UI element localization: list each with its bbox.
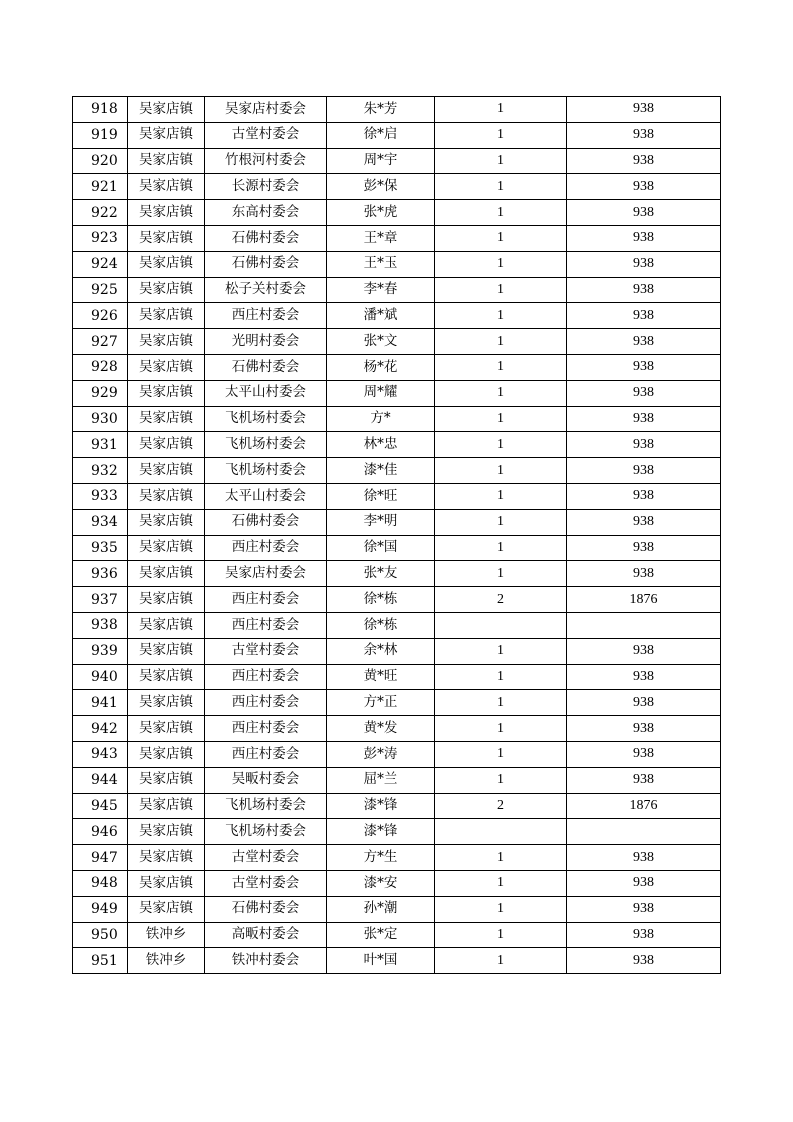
name-cell: 彭*涛 <box>327 741 435 767</box>
count-cell: 1 <box>435 225 567 251</box>
table-row <box>73 354 721 380</box>
village-committee-cell: 松子关村委会 <box>205 277 327 303</box>
township-cell: 吴家店镇 <box>128 535 205 561</box>
table-row <box>73 922 721 948</box>
amount-cell: 938 <box>567 690 721 716</box>
township-cell: 吴家店镇 <box>128 277 205 303</box>
village-committee-cell: 西庄村委会 <box>205 664 327 690</box>
township-cell: 吴家店镇 <box>128 225 205 251</box>
row-number-cell: 922 <box>73 200 128 226</box>
table-row <box>73 174 721 200</box>
row-number-cell: 930 <box>73 406 128 432</box>
amount-cell: 938 <box>567 251 721 277</box>
table-row <box>73 587 721 613</box>
count-cell: 1 <box>435 767 567 793</box>
table-row <box>73 819 721 845</box>
amount-cell: 938 <box>567 432 721 458</box>
name-cell: 叶*国 <box>327 948 435 974</box>
name-cell: 朱*芳 <box>327 97 435 123</box>
table-row <box>73 406 721 432</box>
table-row <box>73 251 721 277</box>
table-row <box>73 690 721 716</box>
amount-cell: 938 <box>567 483 721 509</box>
row-number-cell: 947 <box>73 845 128 871</box>
count-cell <box>435 612 567 638</box>
name-cell: 黄*发 <box>327 716 435 742</box>
table-row <box>73 148 721 174</box>
village-committee-cell: 西庄村委会 <box>205 587 327 613</box>
row-number-cell: 920 <box>73 148 128 174</box>
village-committee-cell: 吴畈村委会 <box>205 767 327 793</box>
name-cell: 林*忠 <box>327 432 435 458</box>
row-number-cell: 932 <box>73 458 128 484</box>
count-cell: 1 <box>435 329 567 355</box>
village-committee-cell: 西庄村委会 <box>205 741 327 767</box>
village-committee-cell: 石佛村委会 <box>205 225 327 251</box>
amount-cell: 938 <box>567 97 721 123</box>
row-number-cell: 948 <box>73 870 128 896</box>
name-cell: 李*春 <box>327 277 435 303</box>
township-cell: 吴家店镇 <box>128 251 205 277</box>
count-cell: 1 <box>435 896 567 922</box>
amount-cell: 938 <box>567 535 721 561</box>
township-cell: 吴家店镇 <box>128 690 205 716</box>
table-row <box>73 741 721 767</box>
name-cell: 徐*国 <box>327 535 435 561</box>
count-cell: 1 <box>435 535 567 561</box>
village-committee-cell: 吴家店村委会 <box>205 97 327 123</box>
table-row <box>73 845 721 871</box>
count-cell: 1 <box>435 277 567 303</box>
row-number-cell: 939 <box>73 638 128 664</box>
township-cell: 吴家店镇 <box>128 896 205 922</box>
name-cell: 王*章 <box>327 225 435 251</box>
township-cell: 吴家店镇 <box>128 354 205 380</box>
row-number-cell: 934 <box>73 509 128 535</box>
village-committee-cell: 竹根河村委会 <box>205 148 327 174</box>
row-number-cell: 925 <box>73 277 128 303</box>
township-cell: 铁冲乡 <box>128 922 205 948</box>
row-number-cell: 936 <box>73 561 128 587</box>
village-committee-cell: 飞机场村委会 <box>205 432 327 458</box>
village-committee-cell: 太平山村委会 <box>205 380 327 406</box>
count-cell: 1 <box>435 948 567 974</box>
count-cell: 1 <box>435 509 567 535</box>
village-committee-cell: 飞机场村委会 <box>205 406 327 432</box>
table-row <box>73 870 721 896</box>
table-row <box>73 767 721 793</box>
township-cell: 吴家店镇 <box>128 432 205 458</box>
row-number-cell: 929 <box>73 380 128 406</box>
table-row <box>73 948 721 974</box>
table-body <box>73 97 721 974</box>
count-cell: 1 <box>435 690 567 716</box>
village-committee-cell: 光明村委会 <box>205 329 327 355</box>
village-committee-cell: 飞机场村委会 <box>205 793 327 819</box>
count-cell: 1 <box>435 97 567 123</box>
village-committee-cell: 古堂村委会 <box>205 845 327 871</box>
township-cell: 铁冲乡 <box>128 948 205 974</box>
village-committee-cell: 吴家店村委会 <box>205 561 327 587</box>
amount-cell: 938 <box>567 354 721 380</box>
township-cell: 吴家店镇 <box>128 870 205 896</box>
table-row <box>73 561 721 587</box>
name-cell: 张*定 <box>327 922 435 948</box>
township-cell: 吴家店镇 <box>128 561 205 587</box>
name-cell: 李*明 <box>327 509 435 535</box>
row-number-cell: 926 <box>73 303 128 329</box>
table-row <box>73 509 721 535</box>
amount-cell: 938 <box>567 561 721 587</box>
township-cell: 吴家店镇 <box>128 819 205 845</box>
row-number-cell: 945 <box>73 793 128 819</box>
amount-cell: 938 <box>567 148 721 174</box>
name-cell: 张*友 <box>327 561 435 587</box>
township-cell: 吴家店镇 <box>128 612 205 638</box>
count-cell: 1 <box>435 432 567 458</box>
village-committee-cell: 石佛村委会 <box>205 251 327 277</box>
name-cell: 漆*锋 <box>327 793 435 819</box>
name-cell: 王*玉 <box>327 251 435 277</box>
amount-cell: 938 <box>567 767 721 793</box>
name-cell: 屈*兰 <box>327 767 435 793</box>
row-number-cell: 921 <box>73 174 128 200</box>
table-row <box>73 664 721 690</box>
count-cell: 1 <box>435 664 567 690</box>
count-cell: 1 <box>435 406 567 432</box>
name-cell: 漆*佳 <box>327 458 435 484</box>
row-number-cell: 942 <box>73 716 128 742</box>
amount-cell: 938 <box>567 716 721 742</box>
count-cell: 1 <box>435 458 567 484</box>
count-cell: 1 <box>435 380 567 406</box>
data-table <box>72 96 721 974</box>
row-number-cell: 931 <box>73 432 128 458</box>
row-number-cell: 946 <box>73 819 128 845</box>
count-cell: 1 <box>435 354 567 380</box>
village-committee-cell: 飞机场村委会 <box>205 819 327 845</box>
township-cell: 吴家店镇 <box>128 458 205 484</box>
amount-cell: 938 <box>567 380 721 406</box>
amount-cell: 938 <box>567 225 721 251</box>
township-cell: 吴家店镇 <box>128 329 205 355</box>
row-number-cell: 923 <box>73 225 128 251</box>
amount-cell: 938 <box>567 406 721 432</box>
table-row <box>73 483 721 509</box>
township-cell: 吴家店镇 <box>128 638 205 664</box>
township-cell: 吴家店镇 <box>128 587 205 613</box>
name-cell: 徐*旺 <box>327 483 435 509</box>
table-row <box>73 329 721 355</box>
count-cell: 1 <box>435 251 567 277</box>
table-row <box>73 458 721 484</box>
count-cell: 1 <box>435 716 567 742</box>
amount-cell: 938 <box>567 200 721 226</box>
name-cell: 张*虎 <box>327 200 435 226</box>
amount-cell: 938 <box>567 948 721 974</box>
name-cell: 杨*花 <box>327 354 435 380</box>
village-committee-cell: 古堂村委会 <box>205 122 327 148</box>
township-cell: 吴家店镇 <box>128 303 205 329</box>
name-cell: 彭*保 <box>327 174 435 200</box>
row-number-cell: 924 <box>73 251 128 277</box>
table-row <box>73 896 721 922</box>
township-cell: 吴家店镇 <box>128 122 205 148</box>
village-committee-cell: 西庄村委会 <box>205 612 327 638</box>
name-cell: 潘*斌 <box>327 303 435 329</box>
village-committee-cell: 西庄村委会 <box>205 535 327 561</box>
amount-cell: 938 <box>567 329 721 355</box>
amount-cell: 938 <box>567 922 721 948</box>
village-committee-cell: 西庄村委会 <box>205 690 327 716</box>
row-number-cell: 918 <box>73 97 128 123</box>
name-cell: 徐*栋 <box>327 612 435 638</box>
table-row <box>73 716 721 742</box>
township-cell: 吴家店镇 <box>128 97 205 123</box>
row-number-cell: 937 <box>73 587 128 613</box>
row-number-cell: 940 <box>73 664 128 690</box>
row-number-cell: 949 <box>73 896 128 922</box>
name-cell: 张*文 <box>327 329 435 355</box>
row-number-cell: 950 <box>73 922 128 948</box>
township-cell: 吴家店镇 <box>128 767 205 793</box>
amount-cell: 1876 <box>567 587 721 613</box>
village-committee-cell: 东高村委会 <box>205 200 327 226</box>
name-cell: 黄*旺 <box>327 664 435 690</box>
table-row <box>73 122 721 148</box>
table-row <box>73 638 721 664</box>
table-row <box>73 303 721 329</box>
village-committee-cell: 西庄村委会 <box>205 303 327 329</box>
table-row <box>73 277 721 303</box>
name-cell: 周*耀 <box>327 380 435 406</box>
village-committee-cell: 古堂村委会 <box>205 870 327 896</box>
amount-cell: 938 <box>567 896 721 922</box>
township-cell: 吴家店镇 <box>128 380 205 406</box>
township-cell: 吴家店镇 <box>128 845 205 871</box>
name-cell: 余*林 <box>327 638 435 664</box>
count-cell: 2 <box>435 587 567 613</box>
village-committee-cell: 石佛村委会 <box>205 354 327 380</box>
village-committee-cell: 铁冲村委会 <box>205 948 327 974</box>
amount-cell: 938 <box>567 741 721 767</box>
row-number-cell: 951 <box>73 948 128 974</box>
count-cell: 1 <box>435 174 567 200</box>
count-cell: 1 <box>435 148 567 174</box>
count-cell: 1 <box>435 122 567 148</box>
count-cell: 1 <box>435 870 567 896</box>
amount-cell: 1876 <box>567 793 721 819</box>
township-cell: 吴家店镇 <box>128 174 205 200</box>
count-cell: 1 <box>435 483 567 509</box>
name-cell: 方*正 <box>327 690 435 716</box>
township-cell: 吴家店镇 <box>128 793 205 819</box>
row-number-cell: 943 <box>73 741 128 767</box>
row-number-cell: 938 <box>73 612 128 638</box>
township-cell: 吴家店镇 <box>128 716 205 742</box>
amount-cell: 938 <box>567 458 721 484</box>
township-cell: 吴家店镇 <box>128 200 205 226</box>
count-cell: 2 <box>435 793 567 819</box>
row-number-cell: 928 <box>73 354 128 380</box>
table-row <box>73 793 721 819</box>
count-cell: 1 <box>435 741 567 767</box>
township-cell: 吴家店镇 <box>128 406 205 432</box>
amount-cell: 938 <box>567 277 721 303</box>
name-cell: 漆*锋 <box>327 819 435 845</box>
name-cell: 徐*栋 <box>327 587 435 613</box>
township-cell: 吴家店镇 <box>128 148 205 174</box>
township-cell: 吴家店镇 <box>128 483 205 509</box>
village-committee-cell: 高畈村委会 <box>205 922 327 948</box>
amount-cell: 938 <box>567 509 721 535</box>
amount-cell: 938 <box>567 638 721 664</box>
township-cell: 吴家店镇 <box>128 509 205 535</box>
amount-cell: 938 <box>567 664 721 690</box>
table-row <box>73 97 721 123</box>
amount-cell: 938 <box>567 870 721 896</box>
amount-cell: 938 <box>567 174 721 200</box>
name-cell: 方*生 <box>327 845 435 871</box>
village-committee-cell: 长源村委会 <box>205 174 327 200</box>
amount-cell <box>567 819 721 845</box>
count-cell <box>435 819 567 845</box>
name-cell: 漆*安 <box>327 870 435 896</box>
name-cell: 方* <box>327 406 435 432</box>
village-committee-cell: 西庄村委会 <box>205 716 327 742</box>
table-row <box>73 535 721 561</box>
table-row <box>73 225 721 251</box>
name-cell: 徐*启 <box>327 122 435 148</box>
row-number-cell: 935 <box>73 535 128 561</box>
amount-cell <box>567 612 721 638</box>
amount-cell: 938 <box>567 845 721 871</box>
row-number-cell: 941 <box>73 690 128 716</box>
name-cell: 周*宇 <box>327 148 435 174</box>
name-cell: 孙*潮 <box>327 896 435 922</box>
village-committee-cell: 石佛村委会 <box>205 509 327 535</box>
row-number-cell: 944 <box>73 767 128 793</box>
count-cell: 1 <box>435 638 567 664</box>
table-row <box>73 432 721 458</box>
count-cell: 1 <box>435 303 567 329</box>
village-committee-cell: 太平山村委会 <box>205 483 327 509</box>
village-committee-cell: 飞机场村委会 <box>205 458 327 484</box>
count-cell: 1 <box>435 200 567 226</box>
row-number-cell: 933 <box>73 483 128 509</box>
amount-cell: 938 <box>567 122 721 148</box>
table-row <box>73 612 721 638</box>
village-committee-cell: 古堂村委会 <box>205 638 327 664</box>
count-cell: 1 <box>435 845 567 871</box>
township-cell: 吴家店镇 <box>128 741 205 767</box>
table-row <box>73 200 721 226</box>
amount-cell: 938 <box>567 303 721 329</box>
village-committee-cell: 石佛村委会 <box>205 896 327 922</box>
township-cell: 吴家店镇 <box>128 664 205 690</box>
row-number-cell: 927 <box>73 329 128 355</box>
count-cell: 1 <box>435 561 567 587</box>
row-number-cell: 919 <box>73 122 128 148</box>
count-cell: 1 <box>435 922 567 948</box>
table-row <box>73 380 721 406</box>
